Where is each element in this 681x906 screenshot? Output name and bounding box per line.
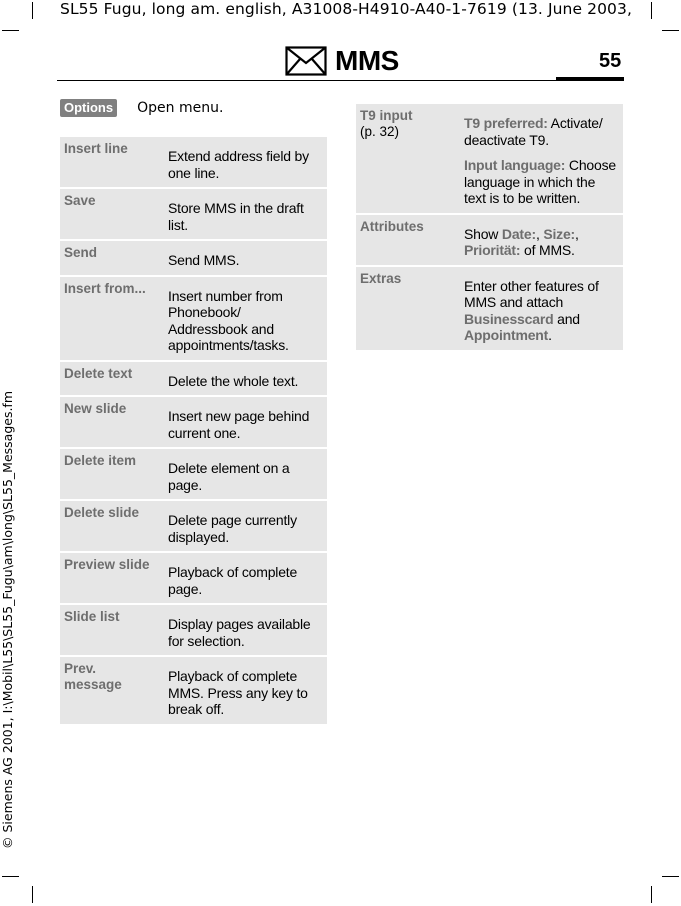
option-term-cell xyxy=(356,104,460,213)
option-term: Insert from... xyxy=(64,280,146,296)
option-definition xyxy=(460,104,623,213)
table-row xyxy=(60,189,327,241)
option-term: Delete text xyxy=(64,365,133,381)
option-definition: Playback of complete MMS. Press any key to break off. xyxy=(168,668,308,717)
header-rule-accent xyxy=(556,77,624,81)
option-definition: Send MMS. xyxy=(168,252,240,268)
crop-mark xyxy=(662,30,679,31)
option-definition xyxy=(460,215,623,265)
chapter-header xyxy=(285,45,399,77)
table-row xyxy=(356,104,623,215)
table-row xyxy=(60,501,327,553)
option-term: Attributes xyxy=(360,218,424,234)
option-term: Extras xyxy=(360,270,402,286)
table-row xyxy=(60,605,327,657)
crop-mark xyxy=(651,886,652,903)
extras-appointment: Appointment xyxy=(464,327,549,343)
option-definition: Playback of complete page. xyxy=(168,564,298,597)
page-reference: (p. 32) xyxy=(360,124,400,139)
options-row xyxy=(60,99,223,117)
page-title: MMS xyxy=(335,45,399,76)
attributes-prefix: Show xyxy=(464,225,502,242)
option-term: Save xyxy=(64,193,96,208)
crop-mark xyxy=(651,2,652,19)
table-row xyxy=(60,137,327,189)
table-row xyxy=(60,657,327,726)
option-term: Prev. message xyxy=(64,661,122,692)
extras-text: and xyxy=(553,310,580,327)
input-language-label: Input language: xyxy=(464,157,566,173)
table-row xyxy=(356,215,623,267)
option-definition: Extend address field by one line. xyxy=(168,148,309,181)
envelope-icon xyxy=(285,46,327,76)
table-row xyxy=(60,362,327,398)
option-definition: Delete element on a page. xyxy=(168,460,290,493)
table-row xyxy=(60,277,327,362)
table-row xyxy=(60,241,327,277)
t9-preferred-paragraph xyxy=(464,115,617,148)
extras-businesscard: Businesscard xyxy=(464,310,554,327)
crop-mark xyxy=(2,876,19,877)
option-term: Delete slide xyxy=(64,505,140,520)
crop-mark xyxy=(2,30,19,31)
options-softkey: Options xyxy=(60,99,117,117)
separator: , xyxy=(575,225,579,242)
table-row xyxy=(60,397,327,449)
input-language-paragraph xyxy=(464,157,617,207)
option-term: Insert line xyxy=(64,141,128,156)
option-definition: Delete the whole text. xyxy=(168,372,299,389)
running-head: SL55 Fugu, long am. english, A31008-H4910-A40-1-7619 (13. June 2003, xyxy=(60,0,633,18)
page-number: 55 xyxy=(599,50,622,72)
option-definition xyxy=(460,267,623,350)
option-term: New slide xyxy=(64,401,127,416)
options-description: Open menu. xyxy=(137,100,224,116)
attribute-date: Date: xyxy=(501,225,536,242)
option-term: Send xyxy=(64,245,98,260)
attributes-suffix: of MMS. xyxy=(520,242,575,258)
separator: , xyxy=(535,225,544,242)
option-term: Preview slide xyxy=(64,557,150,572)
option-term: Slide list xyxy=(64,609,120,624)
table-row xyxy=(60,449,327,501)
option-definition: Insert number from Phonebook/ Addressbook and appointments/tasks. xyxy=(168,287,289,353)
table-row xyxy=(356,267,623,352)
sidebar-file-path: © Siemens AG 2001, I:\Mobil\L55\SL55_Fugu\am\long\SL55_Messages.fm xyxy=(0,390,15,849)
crop-mark xyxy=(662,876,679,877)
menu-options-table-continued xyxy=(356,104,623,352)
option-term: T9 input xyxy=(360,108,413,123)
menu-options-table xyxy=(60,137,327,726)
extras-text: . xyxy=(548,327,552,343)
option-term: Delete item xyxy=(64,453,137,468)
header-rule xyxy=(57,80,624,81)
option-definition: Insert new page behind current one. xyxy=(168,408,310,441)
t9-preferred-text: Activate/ deactivate T9. xyxy=(464,115,603,148)
option-definition: Delete page currently displayed. xyxy=(168,512,297,545)
option-definition: Store MMS in the draft list. xyxy=(168,200,304,233)
crop-mark xyxy=(32,2,33,19)
table-row xyxy=(60,553,327,605)
crop-mark xyxy=(32,886,33,903)
extras-text: Enter other features of MMS and attach xyxy=(464,277,599,310)
attribute-priority: Priorität: xyxy=(464,242,521,258)
input-language-text: Choose language in which the text is to be written. xyxy=(464,157,616,206)
t9-preferred-label: T9 preferred: xyxy=(464,115,548,131)
option-definition: Display pages available for selection. xyxy=(168,616,311,649)
attribute-size: Size: xyxy=(543,225,576,242)
